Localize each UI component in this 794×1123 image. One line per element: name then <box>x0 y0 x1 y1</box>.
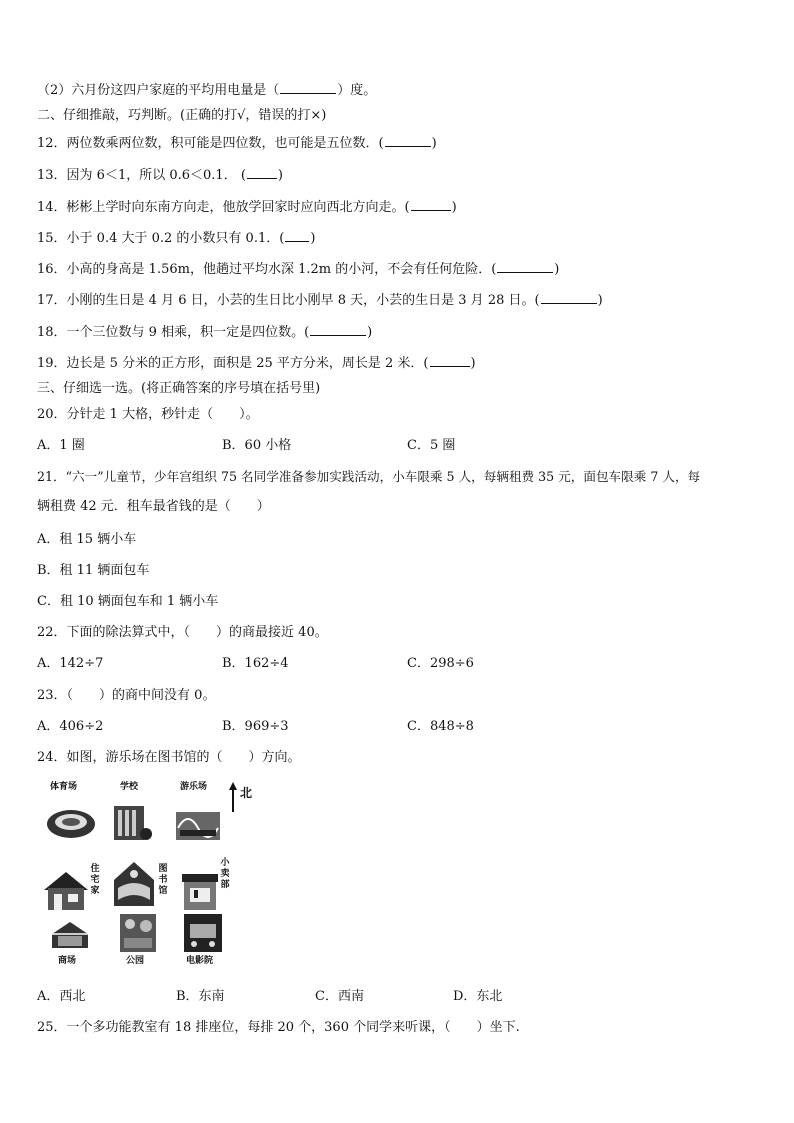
park-icon <box>118 912 158 954</box>
question-22: 22．下面的除法算式中，（ ）的商最接近 40。 <box>37 625 328 640</box>
question-23: 23．（ ）的商中间没有 0。 <box>37 688 216 703</box>
north-label: 北 <box>240 786 253 800</box>
question-13: 13．因为 6＜1，所以 0.6＜0.1． ( ) <box>37 168 283 183</box>
q20-option-c[interactable]: C．5 圈 <box>407 438 456 453</box>
question-12: 12．两位数乘两位数，积可能是四位数，也可能是五位数．( ) <box>37 136 437 151</box>
shop-icon <box>180 868 220 912</box>
question-21-line1: 21．“六一”儿童节，少年宫组织 75 名同学准备参加实践活动，小车限乘 5 人，每辆租费 35 元，面包车限乘 7 人，每 <box>37 469 701 484</box>
q21-option-a[interactable]: A．租 15 辆小车 <box>37 532 137 547</box>
q22-option-a[interactable]: A．142÷7 <box>37 656 104 671</box>
answer-blank[interactable] <box>430 354 470 367</box>
answer-blank[interactable] <box>411 198 451 211</box>
q24-option-b[interactable]: B．东南 <box>176 989 225 1004</box>
q22-option-c[interactable]: C．298÷6 <box>407 656 474 671</box>
section-3-heading: 三、仔细选一选。(将正确答案的序号填在括号里) <box>37 381 321 396</box>
park-label: 公园 <box>126 956 145 966</box>
amusement-park-label: 游乐场 <box>180 782 208 792</box>
cinema-icon <box>182 912 224 954</box>
q11-part2: （2）六月份这四户家庭的平均用电量是（ ）度。 <box>37 83 377 98</box>
mall-icon <box>48 918 92 954</box>
gym-label: 体育场 <box>50 782 78 792</box>
shop-label: 小卖部 <box>220 858 230 890</box>
stadium-icon <box>45 798 97 842</box>
q23-option-b[interactable]: B．969÷3 <box>222 719 289 734</box>
question-24: 24．如图，游乐场在图书馆的（ ）方向。 <box>37 750 301 765</box>
answer-blank[interactable] <box>285 229 309 242</box>
section-2-heading: 二、仔细推敲，巧判断。(正确的打√，错误的打×) <box>37 108 327 123</box>
q23-option-c[interactable]: C．848÷8 <box>407 719 474 734</box>
school-building-icon <box>110 798 152 842</box>
q20-option-a[interactable]: A．1 圈 <box>37 438 85 453</box>
question-25: 25．一个多功能教室有 18 排座位，每排 20 个，360 个同学来听课，（ ）坐下. <box>37 1020 520 1035</box>
amusement-park-icon <box>174 798 222 842</box>
library-label: 图书馆 <box>158 864 168 896</box>
answer-blank[interactable] <box>385 134 431 147</box>
home-label: 住宅家 <box>90 864 100 896</box>
location-map <box>40 780 270 970</box>
home-icon <box>42 868 92 912</box>
north-arrow-icon <box>228 782 238 812</box>
q21-option-c[interactable]: C．租 10 辆面包车和 1 辆小车 <box>37 594 219 609</box>
answer-blank[interactable] <box>280 81 336 94</box>
answer-blank[interactable] <box>497 260 553 273</box>
question-17: 17．小刚的生日是 4 月 6 日，小芸的生日比小刚早 8 天，小芸的生日是 3 月 28 日。( ) <box>37 293 603 308</box>
answer-blank[interactable] <box>541 291 597 304</box>
q21-option-b[interactable]: B．租 11 辆面包车 <box>37 563 150 578</box>
answer-blank[interactable] <box>310 323 366 336</box>
q20-option-b[interactable]: B．60 小格 <box>222 438 292 453</box>
school-label: 学校 <box>120 782 139 792</box>
question-16: 16．小高的身高是 1.56m，他趟过平均水深 1.2m 的小河，不会有任何危险．( ) <box>37 262 560 277</box>
answer-blank[interactable] <box>247 166 277 179</box>
library-icon <box>110 860 158 910</box>
mall-label: 商场 <box>58 956 77 966</box>
q24-option-d[interactable]: D．东北 <box>453 989 503 1004</box>
q22-option-b[interactable]: B．162÷4 <box>222 656 289 671</box>
q23-option-a[interactable]: A．406÷2 <box>37 719 104 734</box>
question-21-line2: 辆租费 42 元．租车最省钱的是（ ） <box>37 499 270 514</box>
question-18: 18．一个三位数与 9 相乘，积一定是四位数。( ) <box>37 325 373 340</box>
question-14: 14．彬彬上学时向东南方向走，他放学回家时应向西北方向走。( ) <box>37 200 457 215</box>
question-20: 20．分针走 1 大格，秒针走（ ）。 <box>37 407 259 422</box>
cinema-label: 电影院 <box>186 956 214 966</box>
question-19: 19．边长是 5 分米的正方形，面积是 25 平方分米，周长是 2 米．( ) <box>37 356 476 371</box>
q24-option-c[interactable]: C．西南 <box>315 989 364 1004</box>
q24-option-a[interactable]: A．西北 <box>37 989 86 1004</box>
question-15: 15．小于 0.4 大于 0.2 的小数只有 0.1．( ) <box>37 231 316 246</box>
